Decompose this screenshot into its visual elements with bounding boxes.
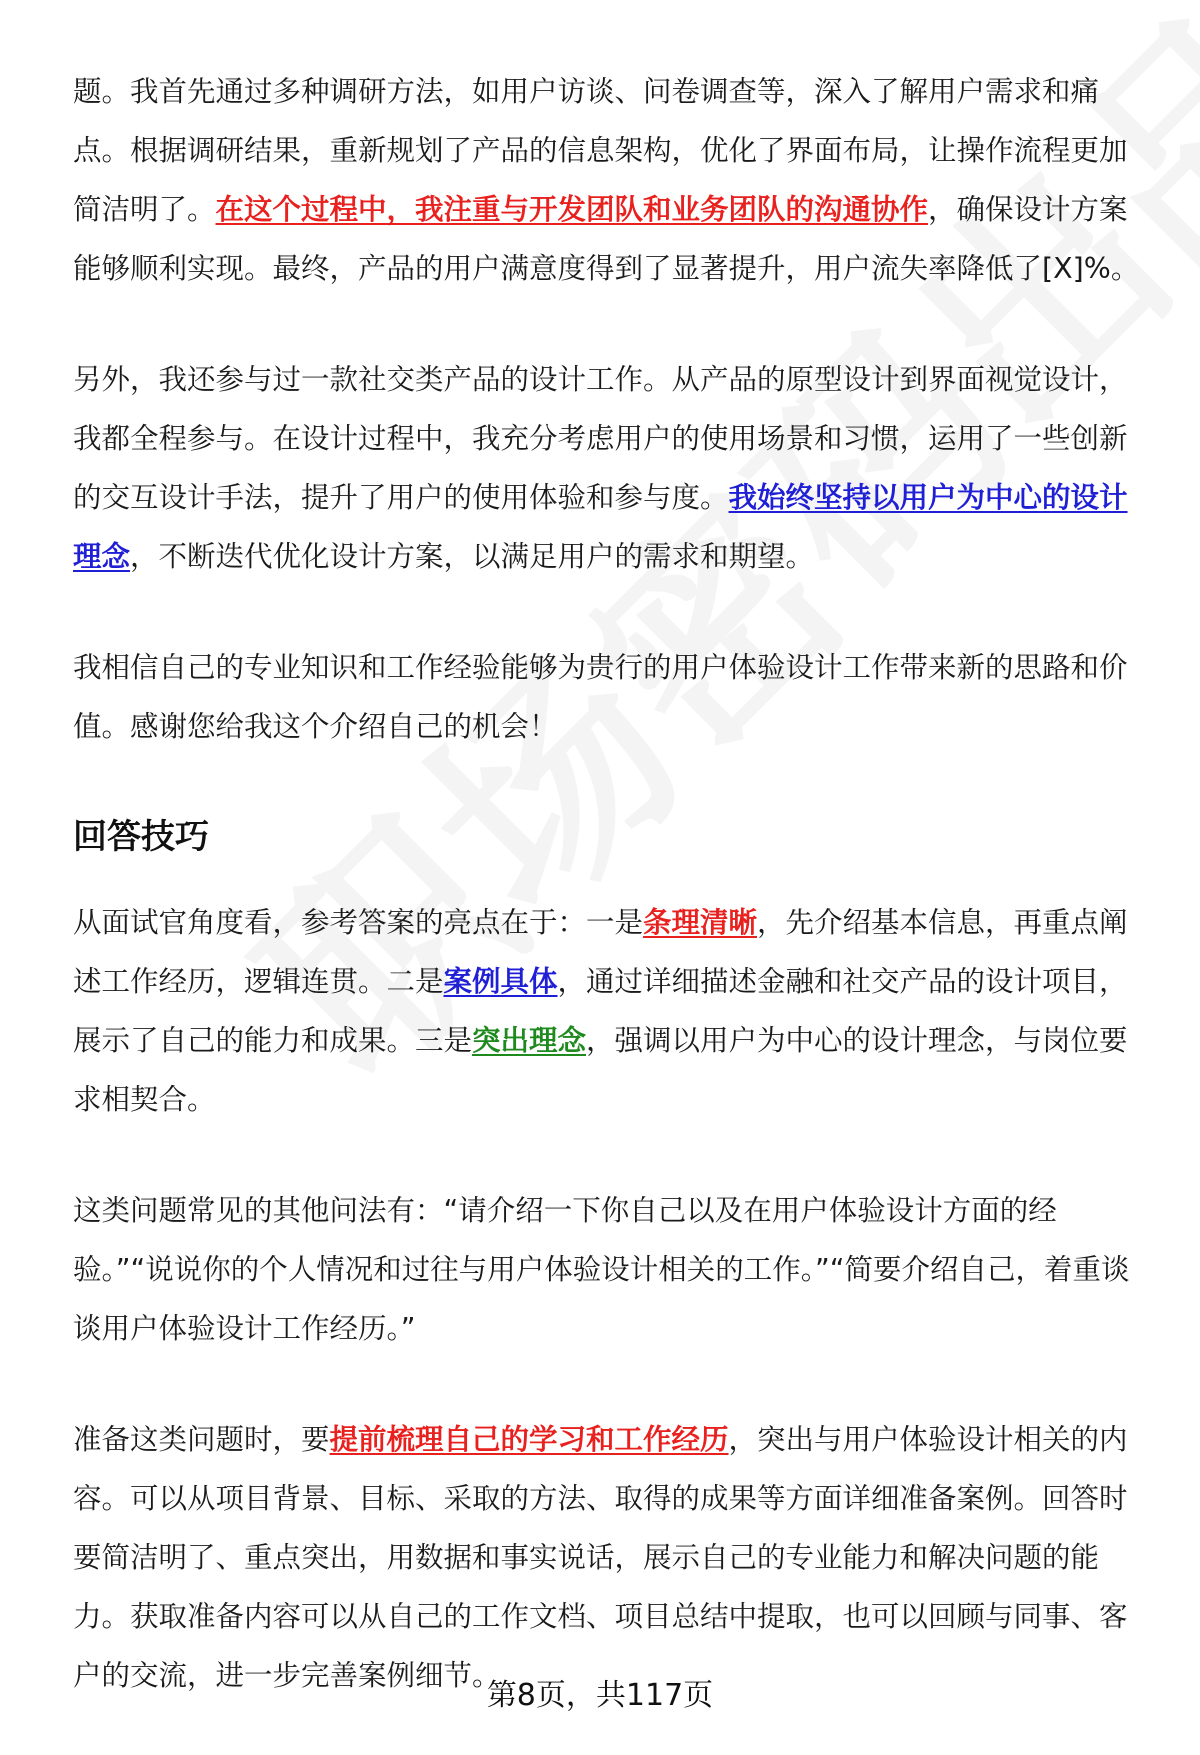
text: ，不断迭代优化设计方案，以满足用户的需求和期望。 <box>130 540 815 573</box>
text: ，强调以用户为中心的设计理念，与岗位要求相契合。 <box>73 1024 1128 1116</box>
page-number-footer: 第8页，共117页 <box>486 1678 714 1713</box>
text: 题。我首先通过多种调研方法，如用户访谈、问卷调查等，深入了解用户需求和痛点。根据调研结果，重新规划了产品的信息架构，优化了界面布局，让操作流程更加简洁明了。 <box>73 75 1128 226</box>
document-body <box>73 62 1148 1705</box>
highlight-red: 在这个过程中，我注重与开发团队和业务团队的沟通协作 <box>215 193 929 226</box>
text: 另外，我还参与过一款社交类产品的设计工作。从产品的原型设计到界面视觉设计，我都全程参与。在设计过程中，我充分考虑用户的使用场景和习惯，运用了一些创新的交互设计手法，提升了用户的使用体验和参与度。 <box>73 363 1128 514</box>
highlight-red: 提前梳理自己的学习和工作经历 <box>329 1423 729 1456</box>
paragraph-highlights <box>73 893 1148 1129</box>
text: ，先介绍基本信息，再重点阐述工作经历，逻辑连贯。二是 <box>73 906 1128 998</box>
highlight-blue: 我始终坚持以用户为中心的设计理念 <box>73 481 1128 573</box>
paragraph-social-project <box>73 350 1148 586</box>
text: 从面试官角度看，参考答案的亮点在于：一是 <box>73 906 644 939</box>
text: 这类问题常见的其他问法有：“请介绍一下你自己以及在用户体验设计方面的经验。”“说说你的个人情况和过往与用户体验设计相关的工作。”“简要介绍自己，着重谈谈用户体验设计工作经历。” <box>73 1194 1130 1345</box>
text: ，确保设计方案能够顺利实现。最终，产品的用户满意度得到了显著提升，用户流失率降低了[X]%。 <box>73 193 1140 285</box>
highlight-blue: 案例具体 <box>443 965 558 998</box>
text: 准备这类问题时，要 <box>73 1423 330 1456</box>
text: ，突出与用户体验设计相关的内容。可以从项目背景、目标、采取的方法、取得的成果等方面详细准备案例。回答时要简洁明了、重点突出，用数据和事实说话，展示自己的专业能力和解决问题的能力。获取准备内容可以从自己的工作文档、项目总结中提取，也可以回顾与同事、客户的交流，进一步完善案例细节。 <box>73 1423 1128 1692</box>
paragraph-closing <box>73 638 1148 756</box>
text: 我相信自己的专业知识和工作经验能够为贵行的用户体验设计工作带来新的思路和价值。感谢您给我这个介绍自己的机会！ <box>73 651 1128 743</box>
paragraph-alternative-questions <box>73 1181 1148 1358</box>
highlight-red: 条理清晰 <box>643 906 758 939</box>
paragraph-preparation <box>73 1410 1148 1705</box>
highlight-green: 突出理念 <box>472 1024 587 1057</box>
section-heading: 回答技巧 <box>73 817 209 857</box>
paragraph-financial-project <box>73 62 1148 298</box>
text: ，通过详细描述金融和社交产品的设计项目，展示了自己的能力和成果。三是 <box>73 965 1128 1057</box>
